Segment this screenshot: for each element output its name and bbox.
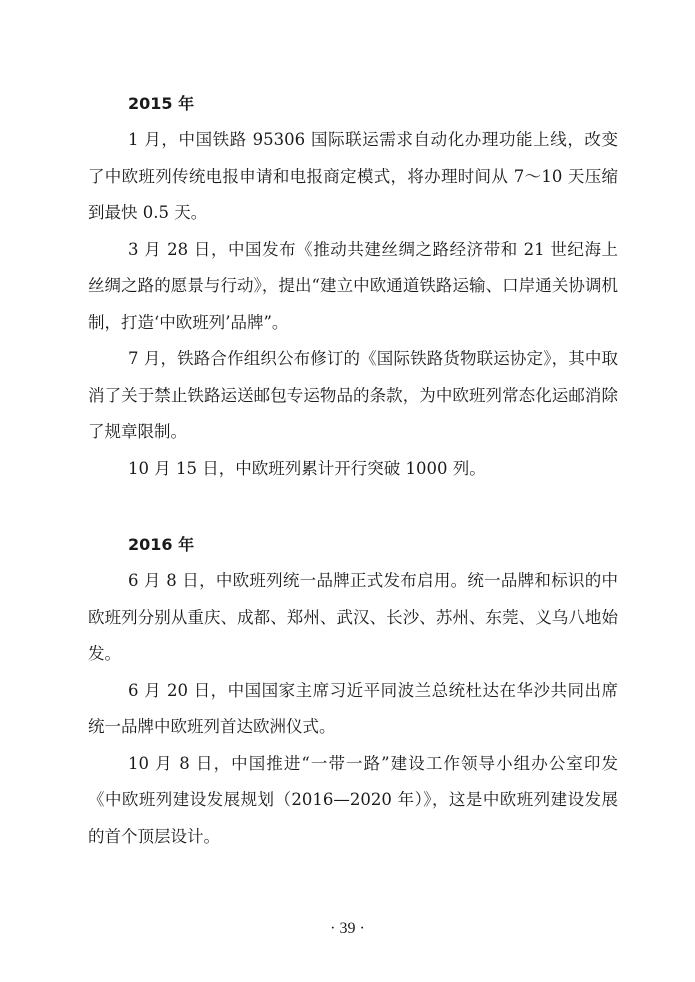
chronology-entry: 10 月 8 日，中国推进“一带一路”建设工作领导小组办公室印发《中欧班列建设发展规划（2016—2020 年）》，这是中欧班列建设发展的首个顶层设计。 (88, 753, 618, 846)
year-heading: 2016 年 (128, 535, 195, 554)
year-heading: 2015 年 (128, 94, 195, 113)
chronology-entry: 6 月 20 日，中国国家主席习近平同波兰总统杜达在华沙共同出席统一品牌中欧班列首达欧洲仪式。 (88, 680, 618, 736)
chronology-entry: 1 月，中国铁路 95306 国际联运需求自动化办理功能上线，改变了中欧班列传统电报申请和电报商定模式，将办理时间从 7～10 天压缩到最快 0.5 天。 (88, 130, 618, 222)
year-section-2016 (88, 527, 618, 855)
chronology-entry: 10 月 15 日，中欧班列累计开行突破 1000 列。 (128, 458, 486, 478)
page-number: · 39 · (330, 920, 365, 937)
chronology-entry: 7 月，铁路合作组织公布修订的《国际铁路货物联运协定》，其中取消了关于禁止铁路运送邮包专运物品的条款，为中欧班列常态化运邮消除了规章限制。 (88, 349, 618, 441)
chronology-entry: 6 月 8 日，中欧班列统一品牌正式发布启用。统一品牌和标识的中欧班列分别从重庆、成都、郑州、武汉、长沙、苏州、东莞、义乌八地始发。 (88, 571, 618, 663)
year-section-2015 (88, 86, 618, 487)
chronology-entry: 3 月 28 日，中国发布《推动共建丝绸之路经济带和 21 世纪海上丝绸之路的愿景与行动》，提出“建立中欧通道铁路运输、口岸通关协调机制，打造‘中欧班列’品牌”。 (88, 239, 618, 332)
page-content (88, 86, 618, 855)
